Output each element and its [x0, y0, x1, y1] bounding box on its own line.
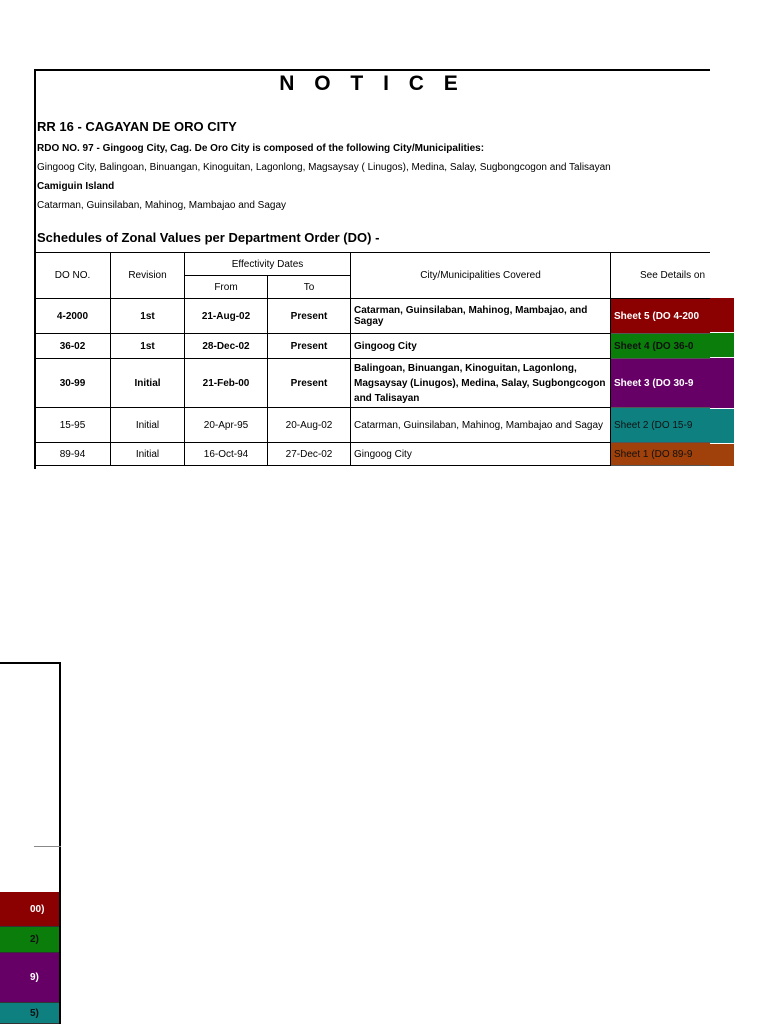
date-to: Present	[268, 359, 351, 408]
revision: Initial	[111, 359, 185, 408]
rdo-description: RDO NO. 97 - Gingoog City, Cag. De Oro City is composed of the following City/Municipalities:	[37, 143, 485, 154]
cities-covered: Balingoan, Binuangan, Kinoguitan, Lagonlong, Magsaysay (Linugos), Medina, Salay, Sugbongcogon and Talisayan	[351, 359, 611, 408]
date-from: 16-Oct-94	[185, 443, 268, 466]
sheet-link-overflow-3	[710, 358, 734, 408]
table-row	[35, 334, 711, 359]
header-to: To	[268, 276, 351, 299]
date-from: 20-Apr-95	[185, 408, 268, 443]
header-from: From	[185, 276, 268, 299]
header-details: See Details on	[611, 253, 710, 299]
cities-covered: Gingoog City	[351, 334, 611, 359]
date-from: 28-Dec-02	[185, 334, 268, 359]
sheet-link[interactable]: Sheet 2 (DO 15-9	[611, 408, 710, 443]
table-row	[35, 299, 711, 334]
date-to: 20-Aug-02	[268, 408, 351, 443]
date-to: 27-Dec-02	[268, 443, 351, 466]
date-to: Present	[268, 334, 351, 359]
notice-frame-top	[34, 69, 710, 71]
table-row	[35, 359, 711, 408]
rdo-municipality-list: Gingoog City, Balingoan, Binuangan, Kinoguitan, Lagonlong, Magsaysay ( Linugos), Medina, Salay, Sugbongcogon and Talisayan	[37, 162, 611, 173]
do-number: 30-99	[35, 359, 111, 408]
revision: Initial	[111, 443, 185, 466]
region-heading: RR 16 - CAGAYAN DE ORO CITY	[37, 119, 237, 134]
do-number: 36-02	[35, 334, 111, 359]
sheet-link-overflow-5	[710, 444, 734, 466]
sheet-link-overflow-4	[710, 409, 734, 443]
page-fragment-divider	[34, 846, 61, 847]
schedule-heading: Schedules of Zonal Values per Department Order (DO) -	[37, 230, 380, 245]
sheet-link[interactable]: Sheet 1 (DO 89-9	[611, 443, 710, 466]
fragment-sheet-cell[interactable]: 2)	[0, 927, 59, 953]
revision: Initial	[111, 408, 185, 443]
date-from: 21-Feb-00	[185, 359, 268, 408]
sheet-link[interactable]: Sheet 5 (DO 4-200	[611, 299, 710, 334]
date-from: 21-Aug-02	[185, 299, 268, 334]
cities-covered: Gingoog City	[351, 443, 611, 466]
revision: 1st	[111, 299, 185, 334]
do-number: 15-95	[35, 408, 111, 443]
island-municipality-list: Catarman, Guinsilaban, Mahinog, Mambajao and Sagay	[37, 200, 287, 211]
island-heading: Camiguin Island	[37, 181, 115, 192]
header-cities: City/Municipalities Covered	[351, 253, 611, 299]
zonal-schedule-table-wrap	[34, 252, 710, 468]
revision: 1st	[111, 334, 185, 359]
do-number: 89-94	[35, 443, 111, 466]
cities-covered: Catarman, Guinsilaban, Mahinog, Mambajao and Sagay	[351, 408, 611, 443]
table-row	[35, 408, 711, 443]
notice-title: N O T I C E	[279, 72, 465, 95]
sheet-link-overflow-1	[710, 298, 734, 332]
cities-covered: Catarman, Guinsilaban, Mahinog, Mambajao, and Sagay	[351, 299, 611, 334]
sheet-link[interactable]: Sheet 3 (DO 30-9	[611, 359, 710, 408]
fragment-sheet-cell[interactable]: 9)	[0, 953, 59, 1003]
table-row	[35, 443, 711, 466]
zonal-schedule-table	[34, 252, 710, 466]
do-number: 4-2000	[35, 299, 111, 334]
date-to: Present	[268, 299, 351, 334]
header-effectivity: Effectivity Dates	[185, 253, 351, 276]
fragment-sheet-cell[interactable]: 00)	[0, 892, 59, 927]
header-revision: Revision	[111, 253, 185, 299]
sheet-link-overflow-2	[710, 333, 734, 357]
fragment-sheet-cell[interactable]: 5)	[0, 1003, 59, 1024]
header-do-no: DO NO.	[35, 253, 111, 299]
sheet-link[interactable]: Sheet 4 (DO 36-0	[611, 334, 710, 359]
